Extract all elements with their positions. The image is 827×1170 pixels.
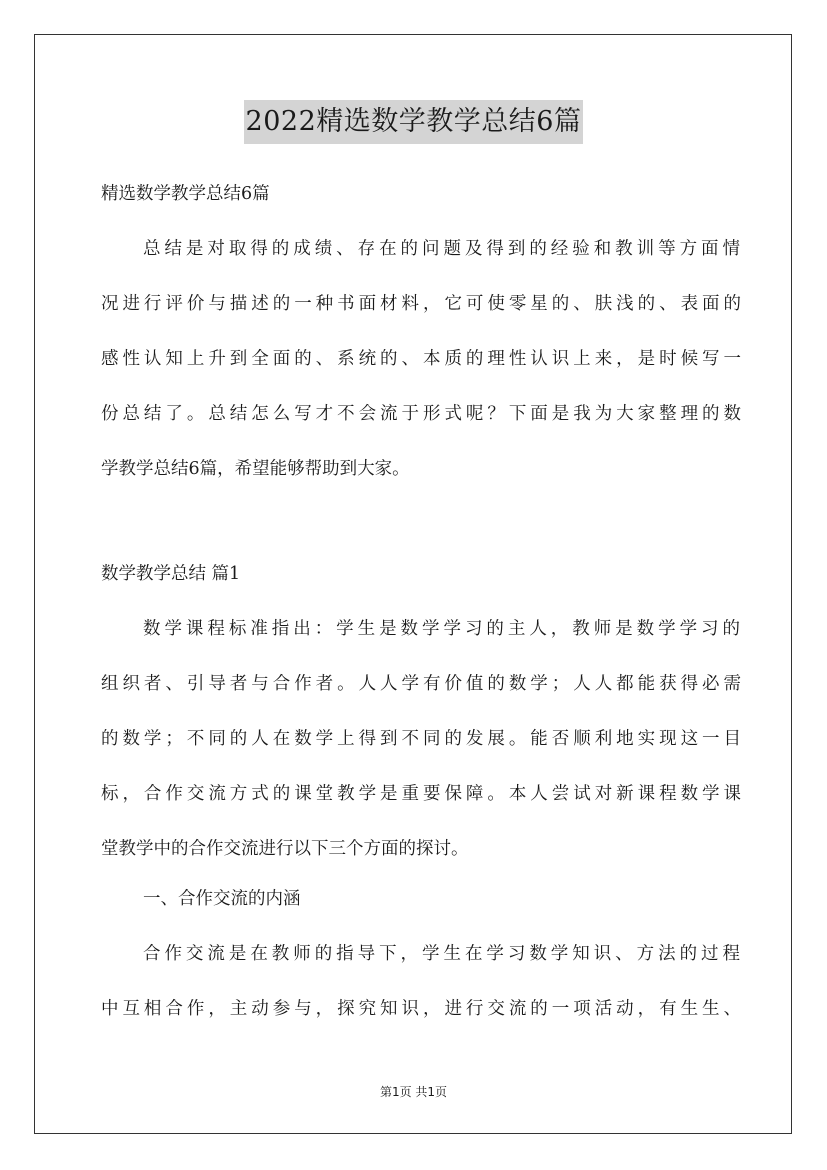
intro-line-5: 学教学总结6篇，希望能够帮助到大家。 <box>101 459 410 479</box>
page-number: 第1页 共1页 <box>379 1085 448 1099</box>
section1-para2-line-1: 合作交流是在教师的指导下，学生在学习数学知识、方法的过程 <box>143 944 740 964</box>
intro-line-4: 份总结了。总结怎么写才不会流于形式呢？下面是我为大家整理的数 <box>101 404 741 424</box>
title-container <box>0 100 827 144</box>
intro-line-1: 总结是对取得的成绩、存在的问题及得到的经验和教训等方面情 <box>143 239 740 259</box>
document-title: 2022精选数学教学总结6篇 <box>244 100 584 144</box>
section1-line-2: 组织者、引导者与合作者。人人学有价值的数学；人人都能获得必需 <box>101 674 741 694</box>
intro-line-3: 感性认知上升到全面的、系统的、本质的理性认识上来，是时候写一 <box>101 349 741 369</box>
section1-line-3: 的数学；不同的人在数学上得到不同的发展。能否顺利地实现这一目 <box>101 729 741 749</box>
intro-line-2: 况进行评价与描述的一种书面材料，它可使零星的、肤浅的、表面的 <box>101 294 741 314</box>
section-heading: 数学教学总结 篇1 <box>101 564 241 584</box>
section1-line-4: 标，合作交流方式的课堂教学是重要保障。本人尝试对新课程数学课 <box>101 784 741 804</box>
section1-para2-line-2: 中互相合作，主动参与，探究知识，进行交流的一项活动，有生生、 <box>101 999 741 1019</box>
document-subtitle: 精选数学教学总结6篇 <box>101 184 270 204</box>
section1-line-1: 数学课程标准指出：学生是数学学习的主人，教师是数学学习的 <box>143 619 740 639</box>
section1-line-5: 堂教学中的合作交流进行以下三个方面的探讨。 <box>101 839 469 859</box>
subheading: 一、合作交流的内涵 <box>143 889 301 909</box>
